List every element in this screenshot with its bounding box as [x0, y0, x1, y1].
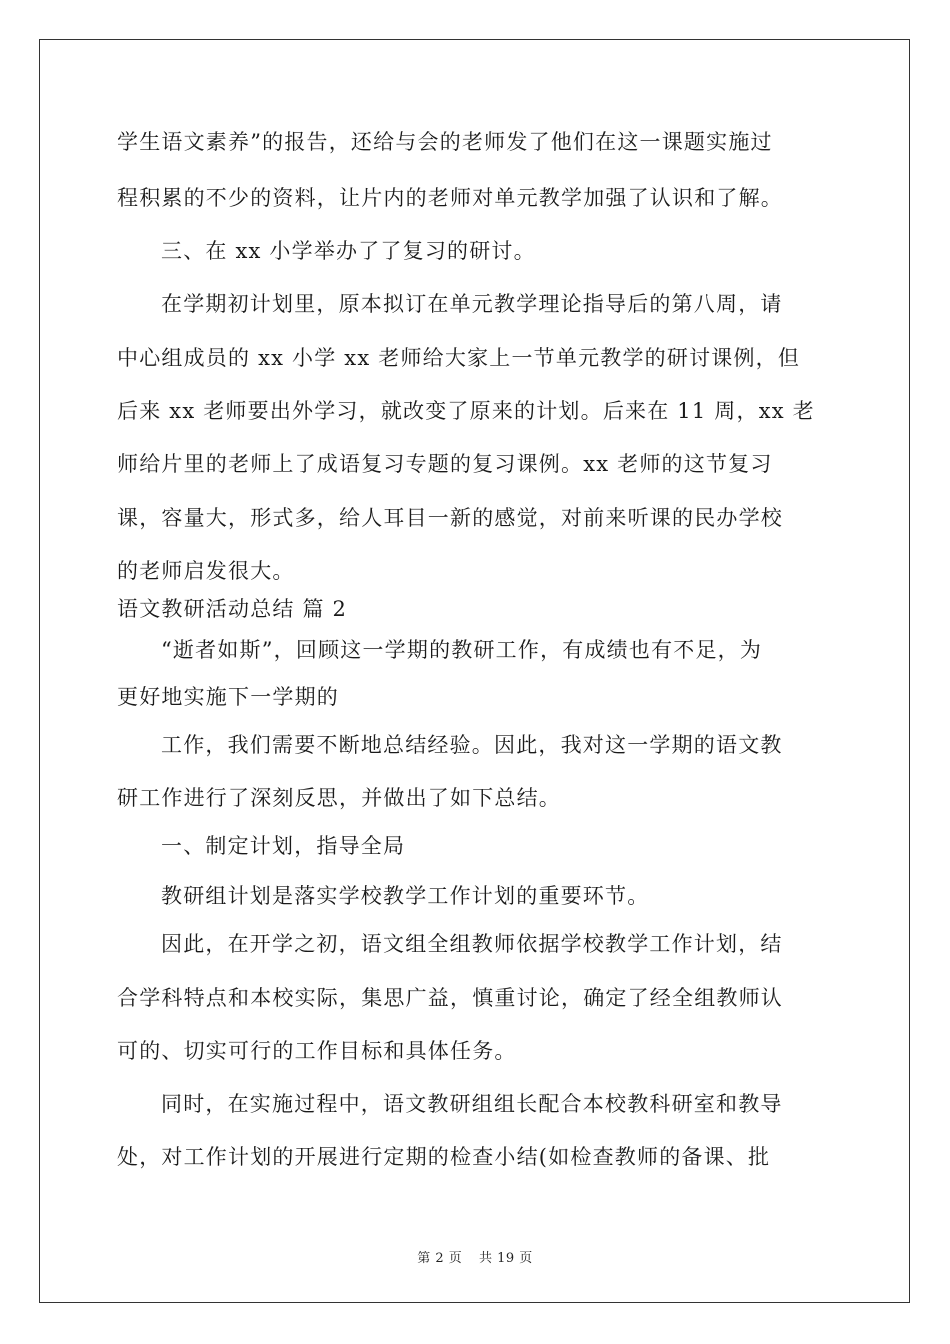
section-heading: 三、在 xx 小学举办了了复习的研讨。 — [161, 239, 536, 263]
text-line: 更好地实施下一学期的 — [117, 685, 339, 709]
text-line: 课，容量大，形式多，给人耳目一新的感觉，对前来听课的民办学校 — [117, 506, 783, 530]
text-line: 合学科特点和本校实际，集思广益，慎重讨论，确定了经全组教师认 — [117, 986, 783, 1010]
text-line: 程积累的不少的资料，让片内的老师对单元教学加强了认识和了解。 — [117, 186, 783, 210]
page-number: 第 2 页 — [417, 1251, 463, 1266]
text-line: 学生语文素养”的报告，还给与会的老师发了他们在这一课题实施过 — [117, 130, 773, 154]
section-heading: 一、制定计划，指导全局 — [161, 834, 406, 858]
text-line: “逝者如斯”，回顾这一学期的教研工作，有成绩也有不足，为 — [161, 638, 763, 662]
text-line: 工作，我们需要不断地总结经验。因此，我对这一学期的语文教 — [161, 733, 783, 757]
text-line: 的老师启发很大。 — [117, 559, 295, 583]
page-footer — [0, 1247, 950, 1266]
text-line: 在学期初计划里，原本拟订在单元教学理论指导后的第八周，请 — [161, 292, 783, 316]
text-line: 处，对工作计划的开展进行定期的检查小结(如检查教师的备课、批 — [117, 1145, 771, 1169]
text-line: 后来 xx 老师要出外学习，就改变了原来的计划。后来在 11 周，xx 老 — [117, 399, 815, 423]
text-line: 因此，在开学之初，语文组全组教师依据学校教学工作计划，结 — [161, 932, 783, 956]
text-line: 中心组成员的 xx 小学 xx 老师给大家上一节单元教学的研讨课例，但 — [117, 346, 801, 370]
text-line: 同时，在实施过程中，语文教研组组长配合本校教科研室和教导 — [161, 1092, 783, 1116]
article-title: 语文教研活动总结 篇 2 — [117, 597, 348, 621]
page-total: 共 19 页 — [478, 1251, 533, 1266]
text-line: 研工作进行了深刻反思，并做出了如下总结。 — [117, 786, 561, 810]
text-line: 教研组计划是落实学校教学工作计划的重要环节。 — [161, 884, 650, 908]
text-line: 师给片里的老师上了成语复习专题的复习课例。xx 老师的这节复习 — [117, 452, 773, 476]
text-line: 可的、切实可行的工作目标和具体任务。 — [117, 1039, 517, 1063]
